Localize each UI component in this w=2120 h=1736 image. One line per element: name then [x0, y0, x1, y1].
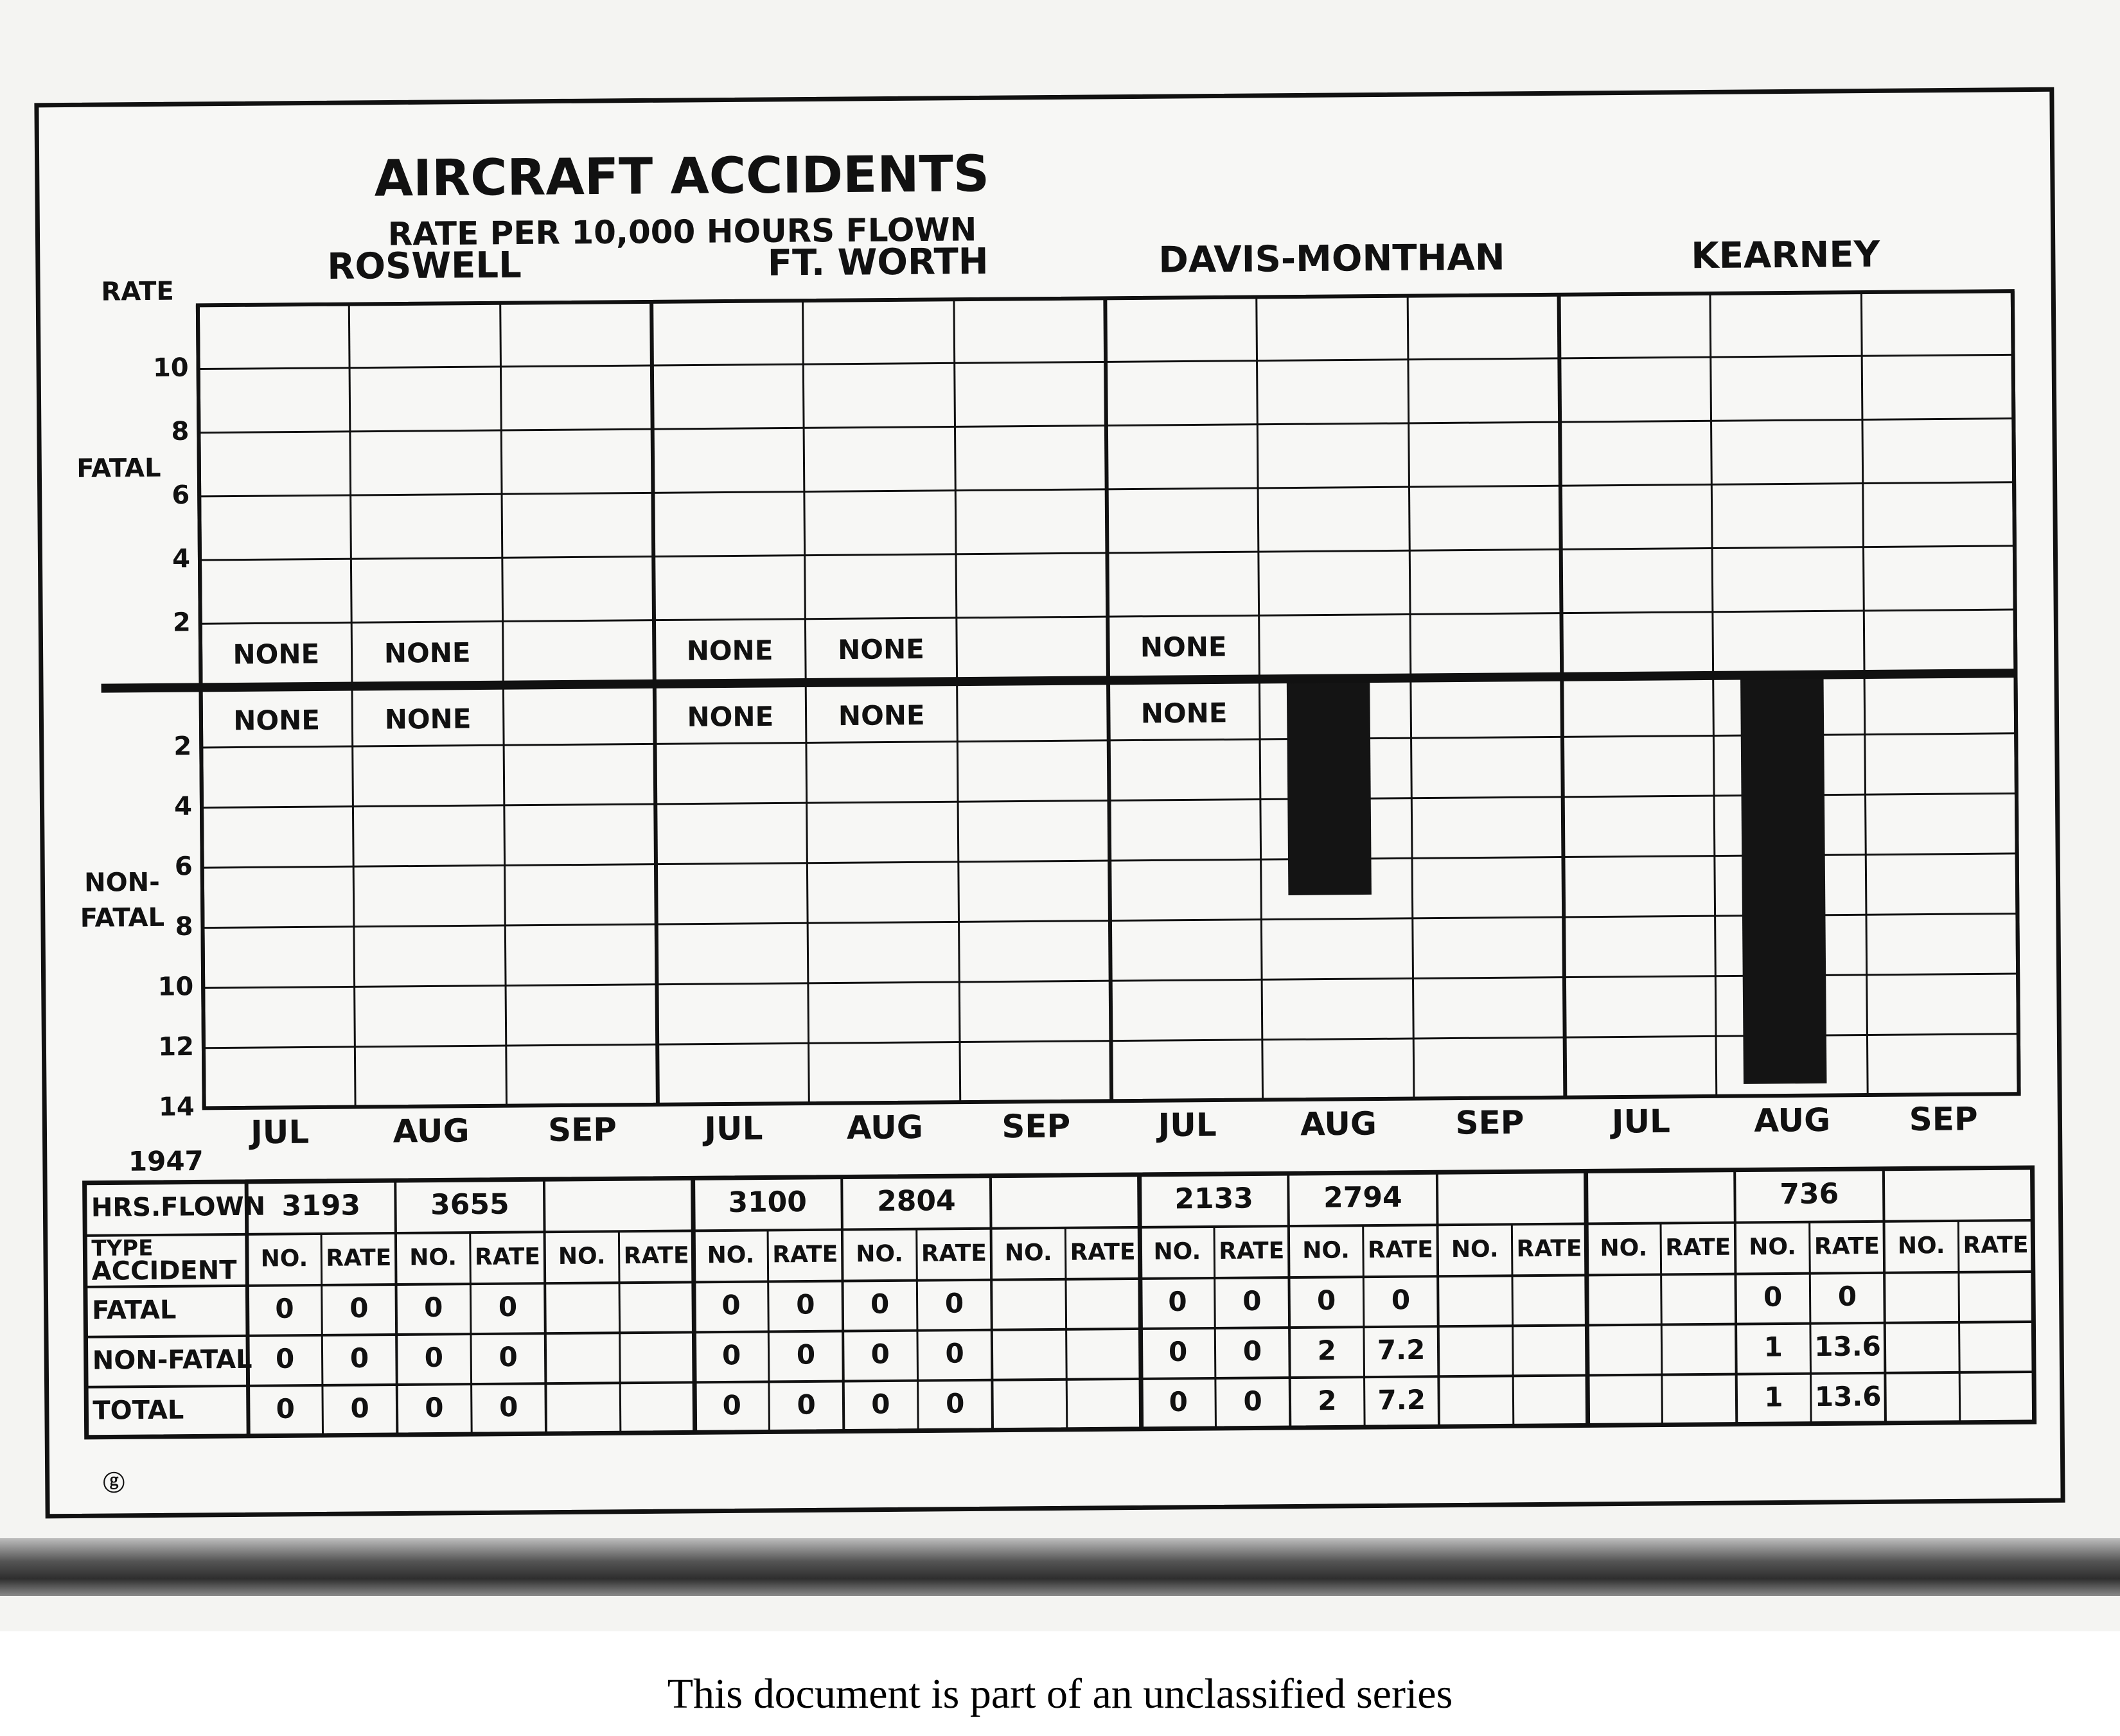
rate-column-header: RATE: [921, 1240, 987, 1267]
document-caption: This document is part of an unclassified series: [667, 1670, 1453, 1717]
accident-count-value: 0: [425, 1391, 444, 1424]
accident-rate-value: 0: [350, 1392, 369, 1425]
accident-count-value: 2: [1317, 1335, 1337, 1367]
type-accident-label-1: TYPE: [91, 1235, 154, 1262]
fatal-none-note: NONE: [1140, 631, 1227, 663]
chart-board: [34, 87, 2065, 1519]
rate-column-header: RATE: [1070, 1238, 1136, 1266]
nonfatal-section-label-2: FATAL: [80, 902, 165, 933]
rate-column-header: RATE: [1665, 1234, 1731, 1261]
lower-tick-label: 2: [173, 732, 192, 762]
accident-rate-value: 0: [1243, 1385, 1262, 1417]
hours-flown-value: 2794: [1323, 1180, 1402, 1214]
accident-count-value: 0: [423, 1291, 443, 1324]
accident-rate-value: 0: [499, 1391, 518, 1423]
table-subcolumn-divider: [1065, 1228, 1066, 1430]
accident-count-value: 0: [276, 1392, 296, 1425]
no-column-header: NO.: [558, 1243, 606, 1270]
lower-tick-label: 8: [175, 911, 193, 942]
accident-rate-value: 7.2: [1377, 1383, 1426, 1416]
accident-rate-value: 13.6: [1814, 1380, 1882, 1413]
accident-rate-value: 0: [1391, 1284, 1411, 1316]
fatal-none-note: NONE: [686, 634, 773, 667]
accident-rate-value: 0: [944, 1287, 964, 1319]
table-subcolumn-divider: [1214, 1227, 1215, 1428]
accident-rate-value: 0: [945, 1337, 964, 1369]
no-column-header: NO.: [1153, 1238, 1201, 1265]
no-column-header: NO.: [1897, 1232, 1945, 1259]
table-month-divider: [544, 1179, 546, 1434]
accident-count-value: 2: [1318, 1385, 1337, 1417]
nonfatal-rate-bar: [1740, 675, 1826, 1084]
fatal-none-note: NONE: [233, 638, 320, 671]
hours-flown-value: 736: [1780, 1177, 1839, 1211]
table-row-line: [85, 1272, 2033, 1287]
no-column-header: NO.: [1302, 1237, 1350, 1264]
accident-rate-value: 0: [349, 1292, 369, 1324]
accident-rate-value: 0: [797, 1389, 816, 1421]
accident-count-value: 1: [1763, 1331, 1783, 1363]
corner-mark: ⓖ: [103, 1470, 125, 1497]
table-subcolumn-divider: [1810, 1222, 1811, 1424]
upper-tick-label: 10: [152, 353, 189, 383]
year-label: 1947: [128, 1144, 204, 1177]
chart-subtitle: RATE PER 10,000 HOURS FLOWN: [387, 211, 977, 253]
upper-tick-label: 8: [171, 416, 190, 447]
table-month-divider: [842, 1177, 844, 1432]
rate-column-header: RATE: [772, 1241, 838, 1268]
table-subcolumn-divider: [470, 1232, 472, 1434]
accident-count-value: 0: [870, 1338, 890, 1370]
accident-chart: [39, 92, 2060, 1514]
accident-rate-value: 0: [1837, 1280, 1857, 1312]
accident-count-value: 0: [424, 1341, 444, 1374]
no-column-header: NO.: [1004, 1239, 1052, 1267]
table-month-divider: [1586, 1171, 1588, 1425]
table-row-label: FATAL: [91, 1295, 177, 1326]
upper-tick-label: 2: [172, 608, 191, 638]
hours-flown-value: 2133: [1174, 1182, 1254, 1216]
table-subcolumn-divider: [917, 1229, 918, 1431]
no-column-header: NO.: [856, 1240, 904, 1268]
rate-column-header: RATE: [326, 1245, 392, 1272]
accident-count-value: 0: [1168, 1285, 1187, 1318]
accident-rate-value: 13.6: [1814, 1330, 1882, 1363]
accident-rate-value: 7.2: [1377, 1333, 1426, 1366]
fatal-none-note: NONE: [837, 633, 925, 666]
fatal-none-note: NONE: [384, 636, 471, 669]
rate-column-header: RATE: [474, 1243, 541, 1271]
base-name-label: ROSWELL: [327, 244, 522, 288]
table-month-divider: [1288, 1173, 1290, 1428]
table-month-divider: [991, 1176, 993, 1430]
no-column-header: NO.: [1749, 1233, 1797, 1261]
table-month-divider: [693, 1178, 695, 1432]
nonfatal-none-note: NONE: [1140, 697, 1228, 730]
accident-count-value: 0: [1168, 1335, 1188, 1368]
month-tick-label: JUL: [250, 1113, 310, 1152]
zero-baseline: [102, 673, 2016, 688]
accident-count-value: 0: [275, 1292, 294, 1324]
table-subcolumn-divider: [619, 1231, 620, 1433]
hours-flown-row-label: HRS.FLOWN: [91, 1191, 266, 1223]
base-name-label: FT. WORTH: [767, 240, 989, 285]
table-month-divider: [1140, 1175, 1142, 1429]
nonfatal-none-note: NONE: [687, 700, 774, 733]
table-row-label: NON-FATAL: [92, 1344, 252, 1376]
table-month-divider: [1884, 1169, 1886, 1423]
nonfatal-rate-bar: [1287, 678, 1372, 895]
month-tick-label: JUL: [1611, 1102, 1671, 1141]
base-name-label: DAVIS-MONTHAN: [1158, 236, 1505, 281]
month-tick-label: SEP: [1455, 1103, 1524, 1142]
month-tick-label: JUL: [704, 1110, 763, 1148]
hours-flown-value: 3100: [728, 1185, 808, 1219]
table-subcolumn-divider: [1512, 1224, 1513, 1426]
month-tick-label: SEP: [547, 1110, 617, 1149]
hours-flown-value: 2804: [876, 1184, 956, 1218]
rate-column-header: RATE: [1814, 1232, 1880, 1260]
accident-count-value: 0: [1316, 1284, 1336, 1317]
rate-column-header: RATE: [1516, 1235, 1582, 1263]
upper-tick-label: 4: [172, 544, 191, 574]
type-accident-label-2: ACCIDENT: [91, 1255, 237, 1286]
lower-tick-label: 4: [173, 791, 193, 821]
table-subcolumn-divider: [1363, 1225, 1365, 1427]
no-column-header: NO.: [707, 1241, 755, 1269]
hours-flown-value: 3655: [430, 1188, 509, 1222]
lower-tick-label: 12: [158, 1031, 195, 1062]
rate-column-header: RATE: [1367, 1236, 1434, 1264]
month-tick-label: AUG: [846, 1109, 923, 1146]
fatal-section-label: FATAL: [76, 453, 161, 484]
table-subcolumn-divider: [1661, 1223, 1662, 1425]
accident-rate-value: 0: [349, 1342, 369, 1374]
accident-rate-value: 0: [796, 1338, 816, 1371]
table-row-line: [85, 1220, 2033, 1236]
nonfatal-section-label-1: NON-: [84, 867, 160, 898]
month-tick-label: AUG: [393, 1112, 470, 1150]
base-name-label: KEARNEY: [1691, 233, 1880, 277]
film-edge-strip: [0, 1538, 2120, 1596]
no-column-header: NO.: [260, 1245, 308, 1272]
accident-count-value: 0: [871, 1388, 890, 1420]
table-row-label: TOTAL: [93, 1395, 184, 1426]
accident-count-value: 1: [1764, 1381, 1783, 1413]
nonfatal-none-note: NONE: [233, 704, 321, 737]
rate-column-header: RATE: [1219, 1238, 1285, 1265]
accident-rate-value: 0: [499, 1341, 518, 1373]
chart-title: AIRCRAFT ACCIDENTS: [374, 145, 990, 208]
month-tick-label: AUG: [1300, 1105, 1377, 1143]
accident-count-value: 0: [722, 1389, 742, 1421]
hours-flown-value: 3193: [281, 1189, 361, 1223]
nonfatal-none-note: NONE: [838, 699, 925, 732]
rate-column-header: RATE: [1963, 1232, 2029, 1259]
table-month-divider: [395, 1180, 397, 1435]
no-column-header: NO.: [409, 1244, 457, 1271]
upper-tick-label: 6: [172, 480, 190, 511]
table-subcolumn-divider: [768, 1230, 769, 1432]
table-frame: [85, 1168, 2035, 1437]
accident-count-value: 0: [1763, 1281, 1783, 1313]
month-tick-label: SEP: [1909, 1100, 1978, 1139]
no-column-header: NO.: [1600, 1234, 1648, 1262]
table-row-line: [86, 1372, 2034, 1387]
nonfatal-none-note: NONE: [384, 703, 472, 735]
accident-rate-value: 0: [1242, 1335, 1262, 1367]
accident-rate-value: 0: [796, 1288, 815, 1320]
lower-tick-label: 10: [157, 972, 194, 1002]
accident-rate-value: 0: [1242, 1284, 1262, 1317]
table-month-divider: [1437, 1172, 1439, 1426]
accident-count-value: 0: [1169, 1385, 1188, 1418]
table-month-divider: [1735, 1170, 1736, 1425]
month-tick-label: SEP: [1002, 1107, 1071, 1146]
accident-rate-value: 0: [945, 1387, 965, 1419]
accident-count-value: 0: [721, 1289, 741, 1321]
y-axis-label: RATE: [101, 276, 174, 307]
accident-count-value: 0: [275, 1342, 295, 1374]
month-tick-label: JUL: [1158, 1106, 1217, 1144]
table-row-line: [85, 1322, 2033, 1337]
table-subcolumn-divider: [1958, 1221, 1959, 1423]
month-tick-label: AUG: [1754, 1101, 1831, 1139]
lower-tick-label: 6: [174, 852, 193, 882]
table-subcolumn-divider: [321, 1234, 322, 1435]
rate-column-header: RATE: [623, 1242, 689, 1270]
accident-count-value: 0: [721, 1339, 741, 1371]
lower-tick-label: 14: [158, 1092, 195, 1122]
accident-count-value: 0: [870, 1288, 890, 1320]
no-column-header: NO.: [1451, 1236, 1499, 1263]
accident-rate-value: 0: [498, 1291, 518, 1323]
